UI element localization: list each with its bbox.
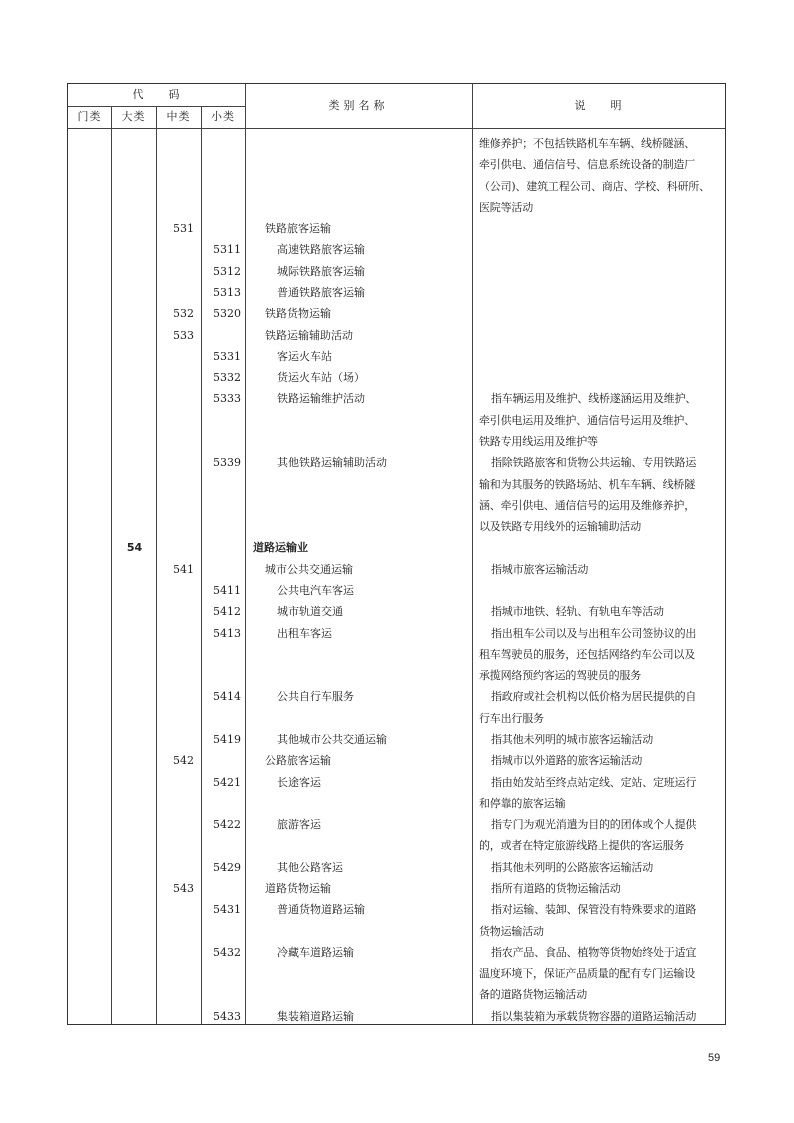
table-body bbox=[68, 129, 725, 1027]
description-line: 指政府或社会机构以低价格为居民提供的自 bbox=[491, 690, 697, 704]
description-line: 指除铁路旅客和货物公共运输、专用铁路运 bbox=[491, 456, 697, 470]
minor-code: 5431 bbox=[213, 903, 241, 917]
description bbox=[479, 452, 721, 537]
category-name: 其他公路客运 bbox=[277, 860, 343, 874]
description-line: 和停靠的旅客运输 bbox=[479, 796, 566, 810]
header-xiao: 小类 bbox=[211, 110, 235, 123]
description-line: 以及铁路专用线外的运输辅助活动 bbox=[479, 520, 641, 534]
minor-code: 5413 bbox=[213, 626, 241, 640]
minor-code: 5419 bbox=[213, 732, 241, 746]
table-row bbox=[68, 367, 725, 388]
table-row bbox=[68, 601, 725, 622]
description bbox=[479, 559, 721, 580]
table-row bbox=[68, 899, 725, 942]
description bbox=[479, 623, 721, 687]
description-line: 指城市旅客运输活动 bbox=[491, 562, 589, 576]
description-line: 指车辆运用及维护、线桥遂涵运用及维护、 bbox=[491, 392, 697, 406]
table-row bbox=[68, 1006, 725, 1027]
category-name: 道路运输业 bbox=[253, 541, 308, 555]
header-code: 代 码 bbox=[132, 88, 181, 101]
description bbox=[479, 1006, 721, 1027]
description-line: 指城市以外道路的旅客运输活动 bbox=[491, 754, 643, 768]
description-line: 牵引供电运用及维护、通信信号运用及维护、 bbox=[479, 413, 695, 427]
category-name: 城市公共交通运输 bbox=[265, 562, 353, 576]
category-name: 铁路运输辅助活动 bbox=[265, 328, 353, 342]
category-name: 冷藏车道路运输 bbox=[277, 945, 354, 959]
description-line: 指城市地铁、轻轨、有轨电车等活动 bbox=[491, 605, 664, 619]
description-line: 指出租车公司以及与出租车公司签协议的出 bbox=[491, 626, 697, 640]
description bbox=[479, 388, 721, 452]
minor-code: 5412 bbox=[213, 605, 241, 619]
header-name: 类别名称 bbox=[328, 99, 389, 112]
description-line: （公司)、建筑工程公司、商店、学校、科研所、 bbox=[479, 179, 710, 193]
minor-code: 5411 bbox=[213, 583, 241, 597]
description-line: 温度环境下，保证产品质量的配有专门运输设 bbox=[479, 967, 695, 981]
description bbox=[479, 942, 721, 1006]
middle-code: 543 bbox=[173, 881, 194, 895]
minor-code: 5414 bbox=[213, 690, 241, 704]
description-line: 维修养护；不包括铁路机车车辆、线桥隧涵、 bbox=[479, 137, 695, 150]
category-name: 铁路旅客运输 bbox=[265, 222, 331, 236]
minor-code: 5331 bbox=[213, 349, 241, 363]
table-row bbox=[68, 133, 725, 218]
description bbox=[479, 857, 721, 878]
minor-code: 5333 bbox=[213, 392, 241, 406]
table-row bbox=[68, 686, 725, 729]
description bbox=[479, 899, 721, 942]
table-row bbox=[68, 878, 725, 899]
minor-code: 5432 bbox=[213, 945, 241, 959]
table-row bbox=[68, 218, 725, 239]
description-line: 指专门为观光消遣为目的的团体或个人提供 bbox=[491, 818, 697, 832]
category-name: 铁路运输维护活动 bbox=[277, 392, 365, 406]
header-da: 大类 bbox=[121, 110, 146, 123]
middle-code: 533 bbox=[173, 328, 194, 342]
description-line: 指其他未列明的城市旅客运输活动 bbox=[491, 732, 653, 746]
category-name: 城市轨道交通 bbox=[277, 605, 343, 619]
description bbox=[479, 878, 721, 899]
description bbox=[479, 772, 721, 815]
minor-code: 5311 bbox=[213, 243, 241, 257]
description-line: 指其他未列明的公路旅客运输活动 bbox=[491, 860, 653, 874]
table-row bbox=[68, 303, 725, 324]
description-line: 医院等活动 bbox=[479, 200, 533, 214]
table-row bbox=[68, 261, 725, 282]
category-name: 其他铁路运输辅助活动 bbox=[277, 456, 387, 470]
table-row bbox=[68, 857, 725, 878]
header-desc: 说 明 bbox=[574, 99, 623, 112]
table-row bbox=[68, 537, 725, 558]
description bbox=[479, 601, 721, 622]
description-line: 涵、牵引供电、通信信号的运用及维修养护， bbox=[479, 498, 695, 512]
category-name: 客运火车站 bbox=[277, 349, 332, 363]
category-name: 公共电汽车客运 bbox=[277, 583, 354, 597]
minor-code: 5339 bbox=[213, 456, 241, 470]
minor-code: 5433 bbox=[213, 1009, 241, 1023]
description bbox=[479, 686, 721, 729]
table-row bbox=[68, 772, 725, 815]
description bbox=[479, 750, 721, 771]
category-name: 公共自行车服务 bbox=[277, 690, 354, 704]
category-name: 铁路货物运输 bbox=[265, 307, 331, 321]
description-line: 牵引供电、通信信号、信息系统设备的制造厂 bbox=[479, 158, 695, 172]
description bbox=[479, 814, 721, 857]
category-name: 出租车客运 bbox=[277, 626, 332, 640]
minor-code: 5422 bbox=[213, 818, 241, 832]
table-row bbox=[68, 559, 725, 580]
middle-code: 532 bbox=[173, 307, 194, 321]
minor-code: 5313 bbox=[213, 286, 241, 299]
description-line: 指农产品、食品、植物等货物始终处于适宜 bbox=[491, 945, 697, 959]
description-line: 的，或者在特定旅游线路上提供的客运服务 bbox=[479, 839, 685, 853]
description-line: 备的道路货物运输活动 bbox=[479, 988, 587, 1002]
category-name: 高速铁路旅客运输 bbox=[277, 243, 365, 257]
description-line: 输和为其服务的铁路场站、机车车辆、线桥隧 bbox=[479, 477, 695, 491]
description-line: 承揽网络预约客运的驾驶员的服务 bbox=[479, 669, 641, 683]
category-name: 其他城市公共交通运输 bbox=[277, 732, 387, 746]
table-row bbox=[68, 623, 725, 687]
description bbox=[479, 133, 721, 218]
category-name: 长途客运 bbox=[277, 775, 321, 789]
table-row bbox=[68, 388, 725, 452]
description-line: 指以集装箱为承载货物容器的道路运输活动 bbox=[491, 1009, 697, 1023]
category-name: 公路旅客运输 bbox=[265, 754, 331, 768]
description-line: 指所有道路的货物运输活动 bbox=[491, 881, 621, 895]
table-row bbox=[68, 452, 725, 537]
table-row bbox=[68, 942, 725, 1006]
major-code: 54 bbox=[126, 541, 143, 555]
description-line: 货物运输活动 bbox=[479, 924, 544, 938]
description-line: 指对运输、装卸、保管没有特殊要求的道路 bbox=[491, 903, 697, 917]
description-line: 铁路专用线运用及维护等 bbox=[479, 435, 598, 448]
header-zhong: 中类 bbox=[166, 110, 191, 123]
category-name: 道路货物运输 bbox=[265, 881, 331, 895]
table-row bbox=[68, 325, 725, 346]
category-name: 普通铁路旅客运输 bbox=[277, 286, 365, 299]
middle-code: 542 bbox=[173, 754, 194, 768]
table-row bbox=[68, 729, 725, 750]
description bbox=[479, 729, 721, 750]
category-name: 普通货物道路运输 bbox=[277, 903, 365, 917]
table-row bbox=[68, 239, 725, 260]
middle-code: 541 bbox=[173, 562, 194, 576]
category-name: 集装箱道路运输 bbox=[277, 1009, 354, 1023]
middle-code: 531 bbox=[173, 222, 194, 236]
header-men: 门类 bbox=[77, 110, 102, 123]
table-row bbox=[68, 346, 725, 367]
table-row bbox=[68, 580, 725, 601]
description-line: 行车出行服务 bbox=[479, 711, 544, 725]
classification-table bbox=[67, 83, 726, 1025]
minor-code: 5312 bbox=[213, 264, 241, 278]
category-name: 货运火车站（场） bbox=[277, 371, 365, 385]
description-line: 租车驾驶员的服务，还包括网络约车公司以及 bbox=[479, 647, 695, 661]
minor-code: 5429 bbox=[213, 860, 241, 874]
category-name: 城际铁路旅客运输 bbox=[277, 264, 365, 278]
table-row bbox=[68, 282, 725, 303]
category-name: 旅游客运 bbox=[277, 818, 321, 832]
minor-code: 5421 bbox=[213, 775, 241, 789]
minor-code: 5332 bbox=[213, 371, 241, 385]
page-number: 59 bbox=[708, 1052, 721, 1064]
table-row bbox=[68, 750, 725, 771]
description-line: 指由始发站至终点站定线、定站、定班运行 bbox=[491, 775, 697, 789]
minor-code: 5320 bbox=[213, 307, 241, 321]
table-row bbox=[68, 814, 725, 857]
